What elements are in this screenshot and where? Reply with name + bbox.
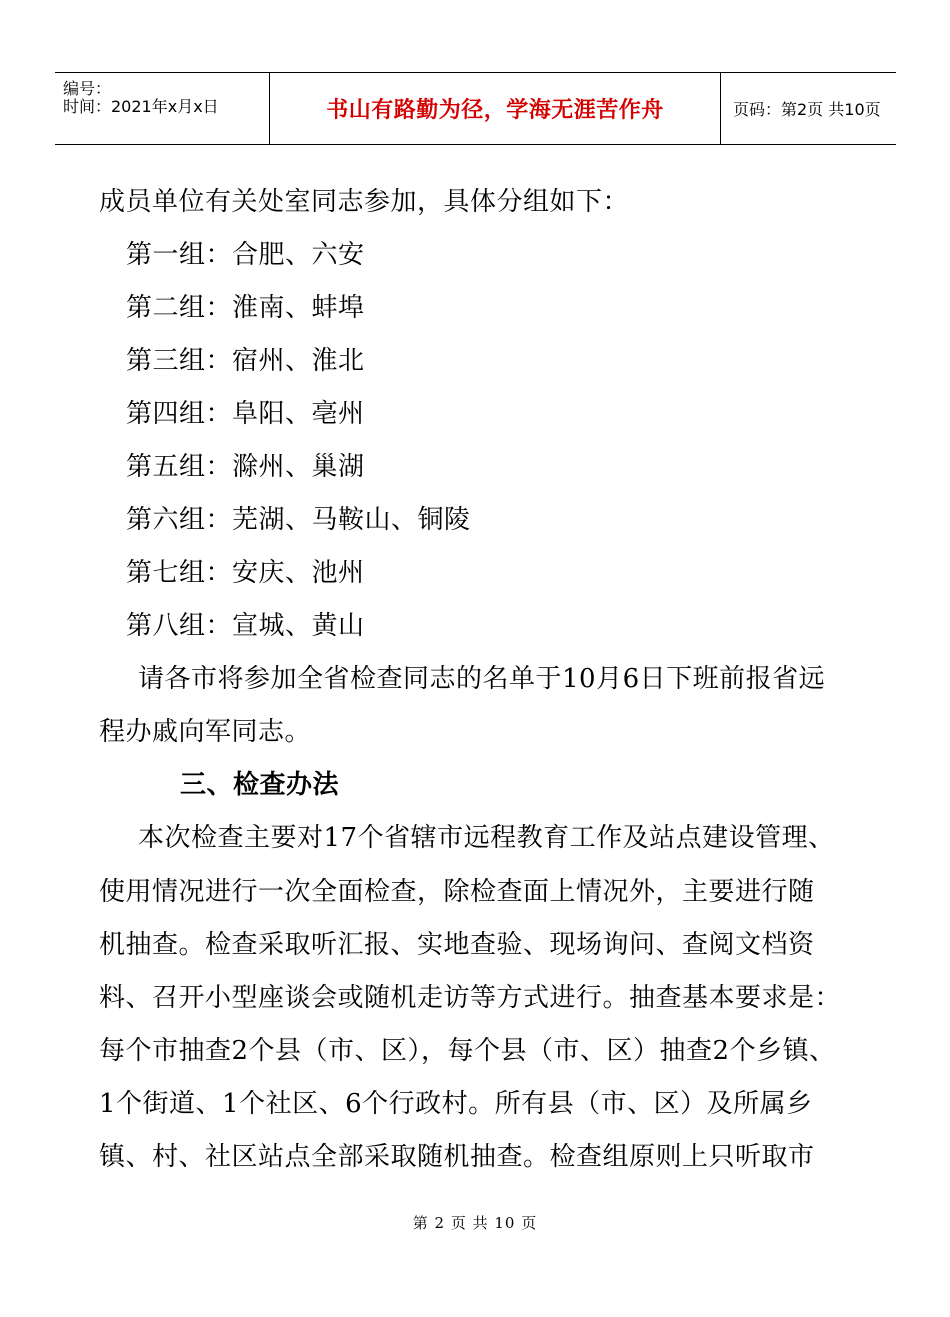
body-line: 使用情况进行一次全面检查，除检查面上情况外，主要进行随 xyxy=(99,877,815,907)
section-heading: 三、检查办法 xyxy=(180,770,340,800)
group-item: 第七组：安庆、池州 xyxy=(126,558,365,588)
body-line: 1个街道、1个社区、6个行政村。所有县（市、区）及所属乡 xyxy=(99,1089,813,1119)
group-item: 第八组：宣城、黄山 xyxy=(126,611,365,641)
body-line: 请各市将参加全省检查同志的名单于10月6日下班前报省远 xyxy=(138,664,826,694)
document-number-label: 编号： xyxy=(63,79,112,98)
group-item: 第一组：合肥、六安 xyxy=(126,240,365,270)
group-item: 第三组：宿州、淮北 xyxy=(126,346,365,376)
header-motto: 书山有路勤为径，学海无涯苦作舟 xyxy=(326,98,664,123)
header-page-info: 页码：第2页 共10页 xyxy=(733,100,881,119)
group-item: 第二组：淮南、蚌埠 xyxy=(126,293,365,323)
body-line: 每个市抽查2个县（市、区），每个县（市、区）抽查2个乡镇、 xyxy=(99,1036,836,1066)
body-line: 镇、村、社区站点全部采取随机抽查。检查组原则上只听取市 xyxy=(99,1142,815,1172)
group-item: 第六组：芜湖、马鞍山、铜陵 xyxy=(126,505,471,535)
group-item: 第四组：阜阳、亳州 xyxy=(126,399,365,429)
header-motto-cell xyxy=(269,73,721,144)
header-meta-cell xyxy=(55,73,269,144)
body-line: 成员单位有关处室同志参加，具体分组如下： xyxy=(99,187,630,217)
body-line: 程办戚向军同志。 xyxy=(99,717,312,747)
document-time-label: 时间：2021年x月x日 xyxy=(63,97,219,116)
header-page-cell xyxy=(721,73,896,144)
page-header xyxy=(55,72,896,145)
body-line: 机抽查。检查采取听汇报、实地查验、现场询问、查阅文档资 xyxy=(99,930,815,960)
body-line: 本次检查主要对17个省辖市远程教育工作及站点建设管理、 xyxy=(138,823,835,853)
group-item: 第五组：滁州、巢湖 xyxy=(126,452,365,482)
page-footer: 第 2 页 共 10 页 xyxy=(412,1214,538,1232)
body-line: 料、召开小型座谈会或随机走访等方式进行。抽查基本要求是： xyxy=(99,983,842,1013)
